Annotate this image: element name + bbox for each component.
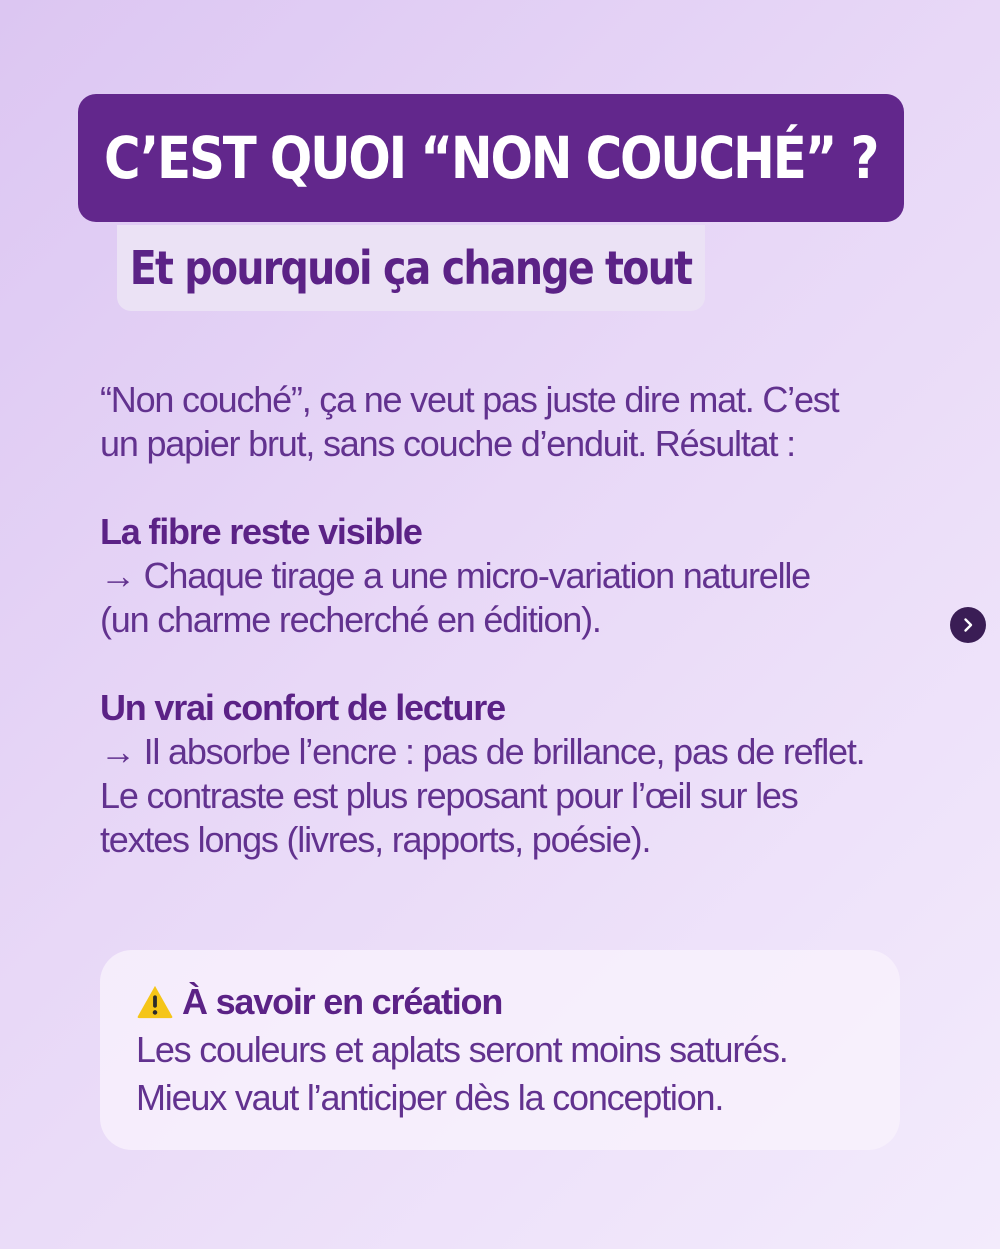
page-subtitle: Et pourquoi ça change tout <box>130 241 692 295</box>
chevron-right-icon <box>960 617 976 633</box>
section-line: (un charme recherché en édition). <box>100 599 601 640</box>
title-banner <box>78 94 904 222</box>
section-line: → Il absorbe l’encre : pas de brillance, pas de reflet. <box>100 731 865 772</box>
tip-heading: À savoir en création <box>182 981 503 1022</box>
tip-line: Mieux vaut l’anticiper dès la conception. <box>136 1077 724 1118</box>
section-confort <box>100 686 920 862</box>
section-line: → Chaque tirage a une micro-variation naturelle <box>100 555 811 596</box>
tip-heading-row <box>136 978 864 1026</box>
section-line: Le contraste est plus reposant pour l’œil sur les <box>100 775 798 816</box>
intro-line: “Non couché”, ça ne veut pas juste dire mat. C’est <box>100 379 839 420</box>
next-slide-button[interactable] <box>950 607 986 643</box>
page-title: C’EST QUOI “NON COUCHÉ” ? <box>104 124 878 192</box>
section-heading: Un vrai confort de lecture <box>100 687 505 728</box>
intro-paragraph <box>100 378 920 466</box>
tip-line: Les couleurs et aplats seront moins saturés. <box>136 1029 788 1070</box>
section-fibre <box>100 510 920 642</box>
section-heading: La fibre reste visible <box>100 511 422 552</box>
subtitle-banner <box>117 225 705 311</box>
section-line: textes longs (livres, rapports, poésie). <box>100 819 651 860</box>
tip-callout <box>100 950 900 1150</box>
warning-icon <box>136 983 174 1021</box>
intro-line: un papier brut, sans couche d’enduit. Résultat : <box>100 423 795 464</box>
